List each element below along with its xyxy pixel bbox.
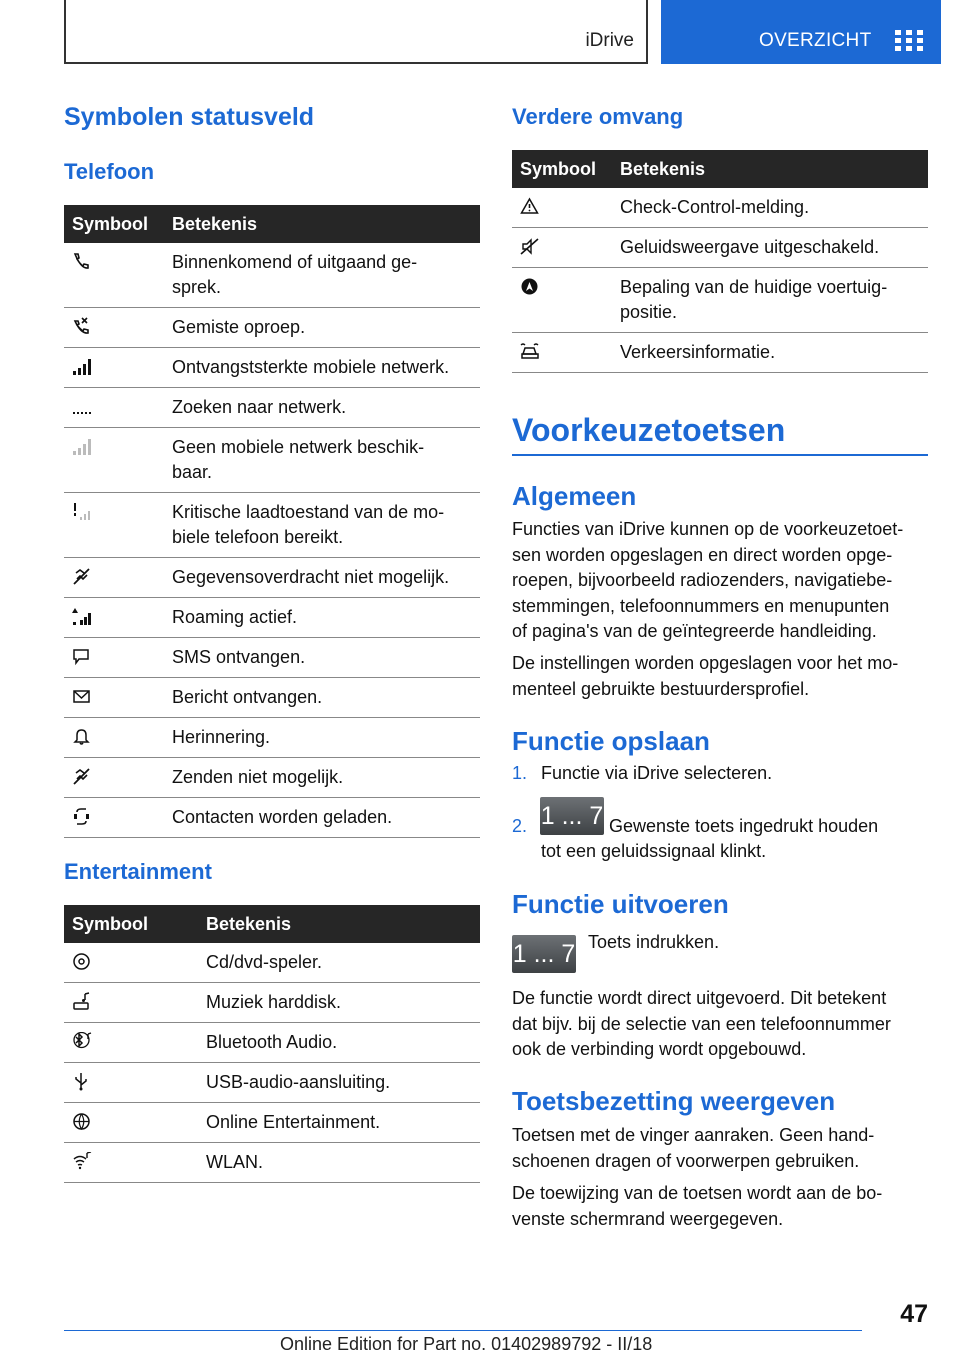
step-number: 1. — [512, 763, 528, 783]
symbol-cell — [64, 638, 164, 678]
phone-icon — [72, 252, 160, 271]
symbol-cell — [64, 678, 164, 718]
speaker-muted-icon — [520, 237, 608, 256]
table-row — [512, 228, 928, 268]
symbol-cell — [64, 983, 198, 1023]
symbol-cell — [64, 308, 164, 348]
table-header-row — [64, 205, 480, 243]
table-row — [64, 493, 480, 558]
symbol-cell — [64, 1063, 198, 1103]
meaning-cell: USB-audio-aansluiting. — [198, 1063, 480, 1103]
traffic-info-icon — [520, 342, 608, 361]
table-row — [512, 188, 928, 228]
table-row — [512, 333, 928, 373]
preset-key-button[interactable]: 1 ... 7 — [540, 797, 604, 835]
table-row — [512, 268, 928, 333]
position-icon — [520, 277, 608, 296]
warning-triangle-icon — [520, 197, 608, 216]
edition-footer: Online Edition for Part no. 01402989792 - II/18 — [280, 1334, 653, 1354]
chapter-heading: Voorkeuzetoetsen — [512, 412, 928, 456]
meaning-cell: WLAN. — [198, 1143, 480, 1183]
algemeen-paragraph-1: Functies van iDrive kunnen op de voorkeuzetoet- sen worden opgeslagen en direct worden opge- roepen, bijvoorbeeld radiozenders, navigatiebe- stemmingen, telefoonnummers en menupunten of pagina's van de geïntegreerde handleiding. — [512, 519, 904, 641]
symbol-cell — [512, 228, 612, 268]
entertainment-table — [64, 905, 480, 1183]
table-row — [64, 598, 480, 638]
overview-tab[interactable] — [661, 0, 941, 64]
entertainment-table-body — [64, 943, 480, 1183]
table-row — [64, 1063, 480, 1103]
meaning-cell: Cd/dvd-speler. — [198, 943, 480, 983]
symbol-cell — [64, 243, 164, 308]
table-row — [64, 388, 480, 428]
symbol-cell — [64, 493, 164, 558]
meaning-cell: Bluetooth Audio. — [198, 1023, 480, 1063]
toetsbezetting-paragraph-1: Toetsen met de vinger aanraken. Geen hand- schoenen dragen of voorwerpen gebruiken. — [512, 1125, 875, 1171]
roaming-icon — [72, 607, 160, 626]
symbol-cell — [64, 943, 198, 983]
meaning-cell: Geluidsweergave uitgeschakeld. — [612, 228, 928, 268]
meaning-cell: Ontvangststerkte mobiele netwerk. — [164, 348, 480, 388]
symbol-cell — [64, 758, 164, 798]
table-row — [64, 558, 480, 598]
no-network-icon — [72, 437, 160, 456]
header-section-label: iDrive — [585, 30, 634, 51]
section-heading-functie-opslaan: Functie opslaan — [512, 726, 710, 756]
symbol-cell — [64, 1103, 198, 1143]
meaning-cell: Zoeken naar netwerk. — [164, 388, 480, 428]
column-header-meaning: Betekenis — [198, 905, 480, 943]
table-row — [64, 348, 480, 388]
table-row — [64, 758, 480, 798]
page-number: 47 — [900, 1300, 928, 1328]
no-data-icon — [72, 567, 160, 586]
table-row — [64, 678, 480, 718]
section-heading-entertainment: Entertainment — [64, 859, 212, 884]
table-row — [64, 308, 480, 348]
envelope-icon — [72, 687, 160, 706]
table-header-row — [512, 150, 928, 188]
meaning-cell: Gemiste oproep. — [164, 308, 480, 348]
meaning-cell: Binnenkomend of uitgaand ge- sprek. — [164, 243, 480, 308]
step-2-text-b: tot een geluidssignaal klinkt. — [541, 841, 767, 861]
telefoon-table-body — [64, 243, 480, 838]
symbol-cell — [64, 718, 164, 758]
online-entertainment-icon — [72, 1112, 194, 1131]
column-header-meaning: Betekenis — [164, 205, 480, 243]
section-heading-telefoon: Telefoon — [64, 159, 155, 184]
verdere-omvang-table — [512, 150, 928, 373]
meaning-cell: Herinnering. — [164, 718, 480, 758]
column-header-meaning: Betekenis — [612, 150, 928, 188]
disc-icon — [72, 952, 194, 971]
table-row — [64, 1023, 480, 1063]
step-2 — [512, 814, 527, 840]
meaning-cell: SMS ontvangen. — [164, 638, 480, 678]
symbol-cell — [64, 558, 164, 598]
algemeen-paragraph-2: De instellingen worden opgeslagen voor het mo- menteel gebruikte bestuurdersprofiel. — [512, 653, 899, 699]
table-row — [64, 798, 480, 838]
section-heading-algemeen: Algemeen — [512, 481, 637, 511]
signal-strength-icon — [72, 357, 160, 376]
symbol-cell — [64, 428, 164, 493]
contacts-loading-icon — [72, 807, 160, 826]
column-header-symbol: Symbool — [64, 205, 164, 243]
section-heading-functie-uitvoeren: Functie uitvoeren — [512, 889, 729, 919]
table-row — [64, 983, 480, 1023]
meaning-cell: Geen mobiele netwerk beschik- baar. — [164, 428, 480, 493]
meaning-cell: Gegevensoverdracht niet mogelijk. — [164, 558, 480, 598]
symbol-cell — [512, 268, 612, 333]
meaning-cell: Verkeersinformatie. — [612, 333, 928, 373]
verdere-omvang-table-body — [512, 188, 928, 373]
meaning-cell: Online Entertainment. — [198, 1103, 480, 1143]
uitvoeren-paragraph-1: Toets indrukken. — [588, 932, 720, 952]
toetsbezetting-paragraph-2: De toewijzing van de toetsen wordt aan de bo- venste schermrand weergegeven. — [512, 1183, 883, 1229]
uitvoeren-paragraph-2: De functie wordt direct uitgevoerd. Dit betekent dat bijv. bij de selectie van een telefoonnummer ook de verbinding wordt opgebouwd. — [512, 988, 891, 1059]
usb-icon — [72, 1072, 194, 1091]
step-text: Functie via iDrive selecteren. — [541, 763, 773, 783]
table-row — [64, 1103, 480, 1143]
header-section-tab — [64, 0, 648, 64]
meaning-cell: Muziek harddisk. — [198, 983, 480, 1023]
telefoon-table — [64, 205, 480, 838]
symbol-cell — [64, 1143, 198, 1183]
preset-key-button[interactable]: 1 ... 7 — [512, 935, 576, 973]
table-header-row — [64, 905, 480, 943]
symbol-cell — [64, 388, 164, 428]
symbol-cell — [64, 348, 164, 388]
overview-label: OVERZICHT — [759, 30, 872, 51]
missed-call-icon — [72, 317, 160, 336]
meaning-cell: Contacten worden geladen. — [164, 798, 480, 838]
table-row — [64, 718, 480, 758]
meaning-cell: Bepaling van de huidige voertuig- positie. — [612, 268, 928, 333]
meaning-cell: Check-Control-melding. — [612, 188, 928, 228]
column-header-symbol: Symbool — [64, 905, 198, 943]
footer-divider — [64, 1330, 862, 1331]
step-1 — [512, 761, 773, 787]
grid-icon — [895, 30, 923, 52]
symbol-cell — [512, 333, 612, 373]
meaning-cell: Zenden niet mogelijk. — [164, 758, 480, 798]
no-send-icon — [72, 767, 160, 786]
section-heading-toetsbezetting: Toetsbezetting weergeven — [512, 1086, 836, 1116]
table-row — [64, 1143, 480, 1183]
battery-critical-icon — [72, 502, 160, 521]
hard-disk-music-icon — [72, 992, 194, 1011]
meaning-cell: Roaming actief. — [164, 598, 480, 638]
symbol-cell — [512, 188, 612, 228]
table-row — [64, 428, 480, 493]
meaning-cell: Bericht ontvangen. — [164, 678, 480, 718]
table-row — [64, 638, 480, 678]
page-title: Symbolen statusveld — [64, 103, 315, 131]
table-row — [64, 943, 480, 983]
table-row — [64, 243, 480, 308]
network-search-icon — [72, 397, 160, 416]
symbol-cell — [64, 598, 164, 638]
step-2-text-a: Gewenste toets ingedrukt houden — [609, 816, 879, 836]
column-header-symbol: Symbool — [512, 150, 612, 188]
section-heading-verdere-omvang: Verdere omvang — [512, 104, 684, 129]
meaning-cell: Kritische laadtoestand van de mo- biele telefoon bereikt. — [164, 493, 480, 558]
sms-icon — [72, 647, 160, 666]
bell-icon — [72, 727, 160, 746]
symbol-cell — [64, 798, 164, 838]
wlan-icon — [72, 1152, 194, 1171]
step-number: 2. — [512, 816, 528, 836]
bluetooth-audio-icon — [72, 1032, 194, 1051]
symbol-cell — [64, 1023, 198, 1063]
